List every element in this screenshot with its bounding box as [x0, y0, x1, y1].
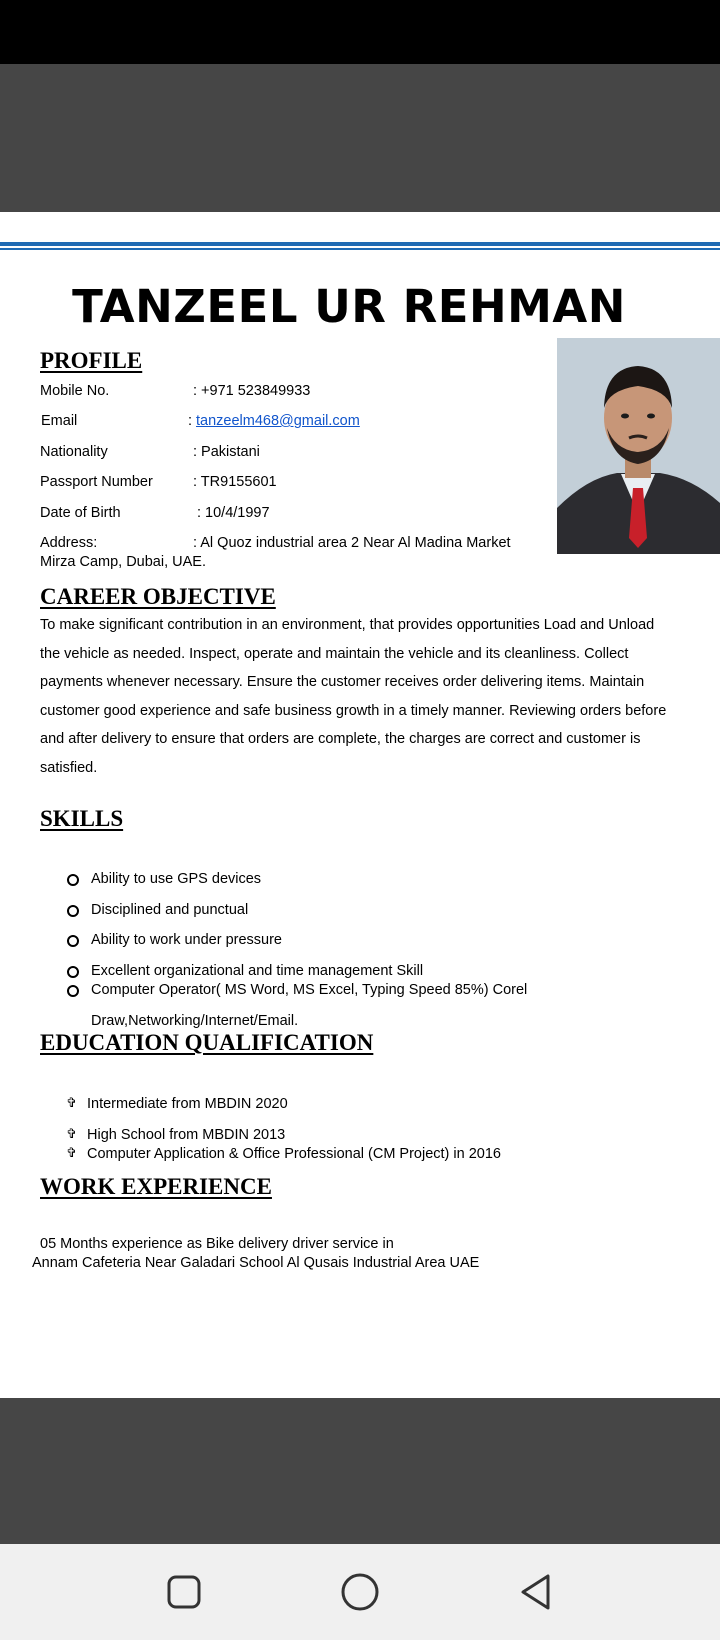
career-line: the vehicle as needed. Inspect, operate and maintain the vehicle and its cleanliness. Collect	[40, 645, 629, 662]
profile-photo	[557, 338, 720, 554]
career-heading: CAREER OBJECTIVE	[40, 584, 276, 609]
resume-name: TANZEEL UR REHMAN	[72, 280, 626, 333]
work-heading: WORK EXPERIENCE	[40, 1174, 272, 1199]
profile-heading: PROFILE	[40, 348, 143, 373]
email-prefix: :	[188, 413, 193, 429]
dob-value: : 10/4/1997	[197, 505, 270, 521]
work-line: Annam Cafeteria Near Galadari School Al Qusais Industrial Area UAE	[32, 1255, 480, 1271]
recent-apps-icon	[166, 1574, 202, 1610]
email-label: Email	[41, 413, 78, 429]
work-line: 05 Months experience as Bike delivery driver service in	[40, 1236, 394, 1252]
skill-bullet-icon	[67, 874, 79, 886]
mobile-value: : +971 523849933	[193, 383, 311, 399]
navigation-bar	[0, 1544, 720, 1640]
career-line: To make significant contribution in an environment, that provides opportunities Load and Unload	[40, 617, 655, 633]
recent-apps-button[interactable]	[160, 1568, 208, 1616]
education-heading: EDUCATION QUALIFICATION	[40, 1030, 374, 1055]
back-icon	[518, 1572, 554, 1612]
cross-bullet-icon: ✞	[66, 1096, 77, 1111]
skill-bullet-icon	[67, 905, 79, 917]
viewer-bottom-margin	[0, 1398, 720, 1544]
header-rule-thin	[0, 248, 720, 250]
cross-bullet-icon: ✞	[66, 1146, 77, 1161]
career-paragraph	[40, 611, 670, 782]
nationality-label: Nationality	[40, 444, 108, 460]
home-button[interactable]	[336, 1568, 384, 1616]
address-line2: Mirza Camp, Dubai, UAE.	[40, 554, 206, 570]
mobile-label: Mobile No.	[40, 383, 110, 399]
skill-bullet-icon	[67, 966, 79, 978]
dob-label: Date of Birth	[40, 505, 121, 521]
skills-heading: SKILLS	[40, 806, 124, 831]
skill-bullet-icon	[67, 985, 79, 997]
resume-page[interactable]	[0, 212, 720, 1398]
education-item: Intermediate from MBDIN 2020	[87, 1096, 288, 1112]
header-rule-thick	[0, 242, 720, 246]
career-line: customer good experience and safe business growth in a timely manner. Reviewing orders before	[40, 702, 667, 719]
status-bar	[0, 0, 720, 64]
address-value: : Al Quoz industrial area 2 Near Al Madina Market	[193, 535, 511, 551]
viewer-top-margin	[0, 64, 720, 212]
home-icon	[340, 1572, 380, 1612]
passport-label: Passport Number	[40, 474, 153, 490]
education-item: Computer Application & Office Professional (CM Project) in 2016	[87, 1146, 501, 1162]
education-item: High School from MBDIN 2013	[87, 1127, 286, 1143]
passport-value: : TR9155601	[193, 474, 277, 490]
skill-item: Disciplined and punctual	[91, 902, 249, 918]
skill-bullet-icon	[67, 935, 79, 947]
career-line: satisfied.	[40, 759, 98, 776]
back-button[interactable]	[512, 1568, 560, 1616]
skill-item-continuation: Draw,Networking/Internet/Email.	[91, 1013, 299, 1029]
skill-item: Ability to use GPS devices	[91, 871, 262, 887]
address-label: Address:	[40, 535, 98, 551]
email-link[interactable]: tanzeelm468@gmail.com	[196, 413, 360, 429]
career-line: and after delivery to ensure that orders are complete, the charges are correct and customer is	[40, 731, 641, 747]
cross-bullet-icon: ✞	[66, 1127, 77, 1142]
skill-item: Ability to work under pressure	[91, 932, 282, 948]
skill-item: Computer Operator( MS Word, MS Excel, Typing Speed 85%) Corel	[91, 982, 528, 998]
nationality-value: : Pakistani	[193, 444, 260, 460]
profile-photo-image	[557, 338, 720, 554]
career-line: payments whenever necessary. Ensure the customer receives order delivering items. Maintain	[40, 674, 645, 690]
skill-item: Excellent organizational and time management Skill	[91, 963, 424, 979]
